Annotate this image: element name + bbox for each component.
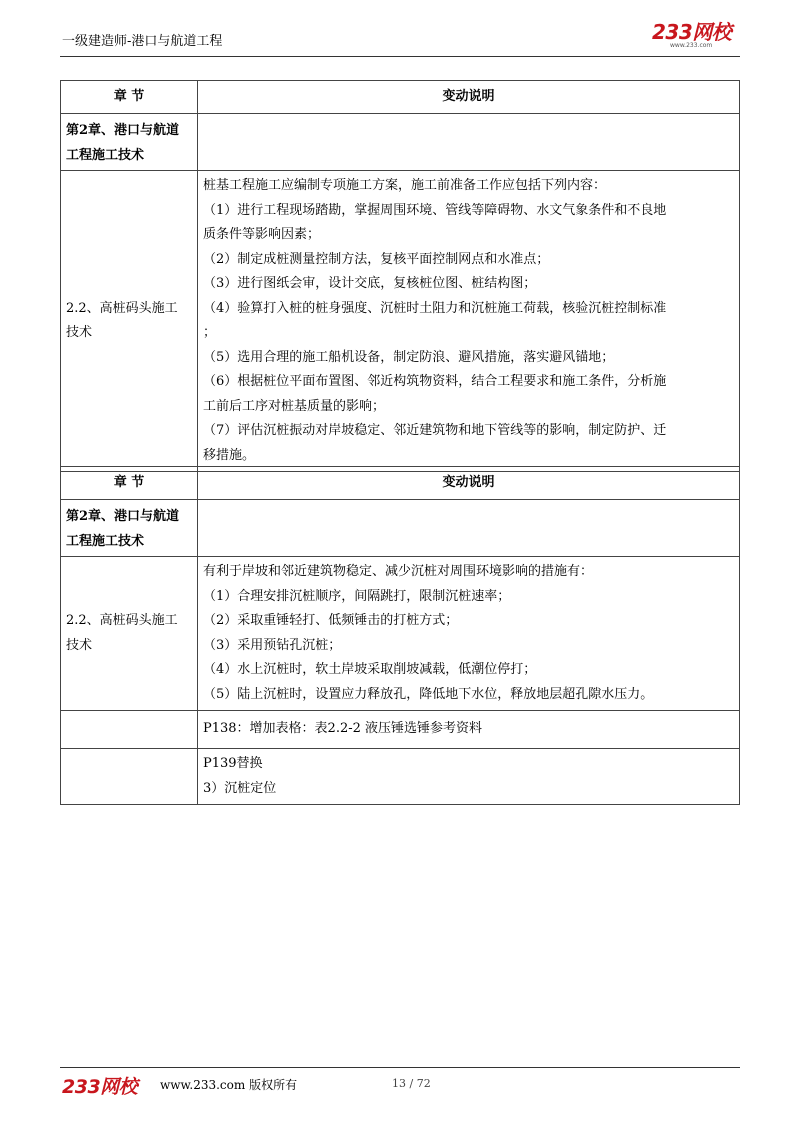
section-line: 技术: [66, 637, 93, 653]
change-table-2: [60, 466, 740, 805]
content-line: （2）采取重锤轻打、低频锤击的打桩方式；: [203, 613, 459, 628]
section-line: 2.2、高桩码头施工: [66, 613, 178, 628]
table-row: [61, 749, 740, 805]
brand-logo-url: www.233.com: [670, 42, 713, 49]
content-line: （5）选用合理的施工船机设备，制定防浪、避风措施，落实避风锚地；: [203, 349, 615, 365]
p138-change-cell: P138：增加表格：表2.2-2 液压锤选锤参考资料: [198, 711, 740, 749]
section-cell: [61, 557, 198, 711]
content-line: （3）采用预钻孔沉桩；: [203, 637, 342, 653]
chapter-line: 第2章、港口与航道: [66, 123, 180, 138]
change-content-cell: [198, 557, 740, 711]
header-divider: [60, 56, 740, 57]
footer-divider: [60, 1067, 740, 1068]
chapter-row: [61, 500, 740, 557]
header-chapter: 章 节: [61, 467, 198, 500]
empty-section-cell: [61, 749, 198, 805]
content-line: （4）水上沉桩时，软土岸坡采取削坡减载，低潮位停打；: [203, 662, 537, 677]
table-header-row: [61, 467, 740, 500]
page-header-title: 一级建造师-港口与航道工程: [62, 34, 223, 49]
brand-logo: [652, 22, 736, 50]
chapter-line: 第2章、港口与航道: [66, 509, 180, 524]
content-line: （7）评估沉桩振动对岸坡稳定、邻近建筑物和地下管线等的影响，制定防护、迁: [203, 423, 667, 438]
chapter-line: 工程施工技术: [66, 533, 145, 549]
header-change-description: 变动说明: [198, 81, 740, 114]
content-line: （3）进行图纸会审，设计交底，复核桩位图、桩结构图；: [203, 276, 537, 291]
table-row: [61, 171, 740, 472]
chapter-row: [61, 114, 740, 171]
content-line: 3）沉桩定位: [203, 780, 277, 796]
change-content-cell: [198, 171, 740, 472]
content-line: （1）合理安排沉桩顺序，间隔跳打，限制沉桩速率；: [203, 588, 511, 604]
content-line: 桩基工程施工应编制专项施工方案，施工前准备工作应包括下列内容：: [203, 178, 607, 193]
footer-copyright: www.233.com 版权所有: [160, 1078, 298, 1092]
header-chapter: 章 节: [61, 81, 198, 114]
chapter-cell: [61, 500, 198, 557]
content-line: （4）验算打入桩的桩身强度、沉桩时土阻力和沉桩施工荷载，核验沉桩控制标准: [203, 300, 667, 316]
content-line: 质条件等影响因素；: [203, 227, 321, 242]
section-line: 2.2、高桩码头施工: [66, 300, 178, 316]
content-line: 移措施。: [203, 447, 256, 463]
section-cell: [61, 171, 198, 472]
content-line: （2）制定成桩测量控制方法，复核平面控制网点和水准点；: [203, 251, 550, 267]
content-line: ；: [203, 325, 217, 340]
p139-change-cell: [198, 749, 740, 805]
table-row: [61, 557, 740, 711]
content-line: （1）进行工程现场踏勘，掌握周围环境、管线等障碍物、水文气象条件和不良地: [203, 202, 667, 218]
chapter-empty-cell: [198, 500, 740, 557]
content-line: （6）根据桩位平面布置图、邻近构筑物资料，结合工程要求和施工条件，分析施: [203, 374, 667, 389]
change-table-1: [60, 80, 740, 472]
brand-logo-text: 233网校: [652, 20, 732, 44]
chapter-line: 工程施工技术: [66, 147, 145, 163]
header-change-description: 变动说明: [198, 467, 740, 500]
chapter-cell: [61, 114, 198, 171]
content-line: 有利于岸坡和邻近建筑物稳定、减少沉桩对周围环境影响的措施有：: [203, 564, 594, 579]
page-number: 13 / 72: [392, 1077, 431, 1090]
chapter-empty-cell: [198, 114, 740, 171]
table-row: [61, 711, 740, 749]
section-line: 技术: [66, 325, 93, 340]
content-line: P139替换: [203, 756, 263, 771]
empty-section-cell: [61, 711, 198, 749]
table-header-row: [61, 81, 740, 114]
footer-logo: 233网校: [62, 1076, 138, 1098]
content-line: （5）陆上沉桩时，设置应力释放孔，降低地下水位，释放地层超孔隙水压力。: [203, 686, 654, 702]
content-line: 工前后工序对桩基质量的影响；: [203, 398, 386, 414]
